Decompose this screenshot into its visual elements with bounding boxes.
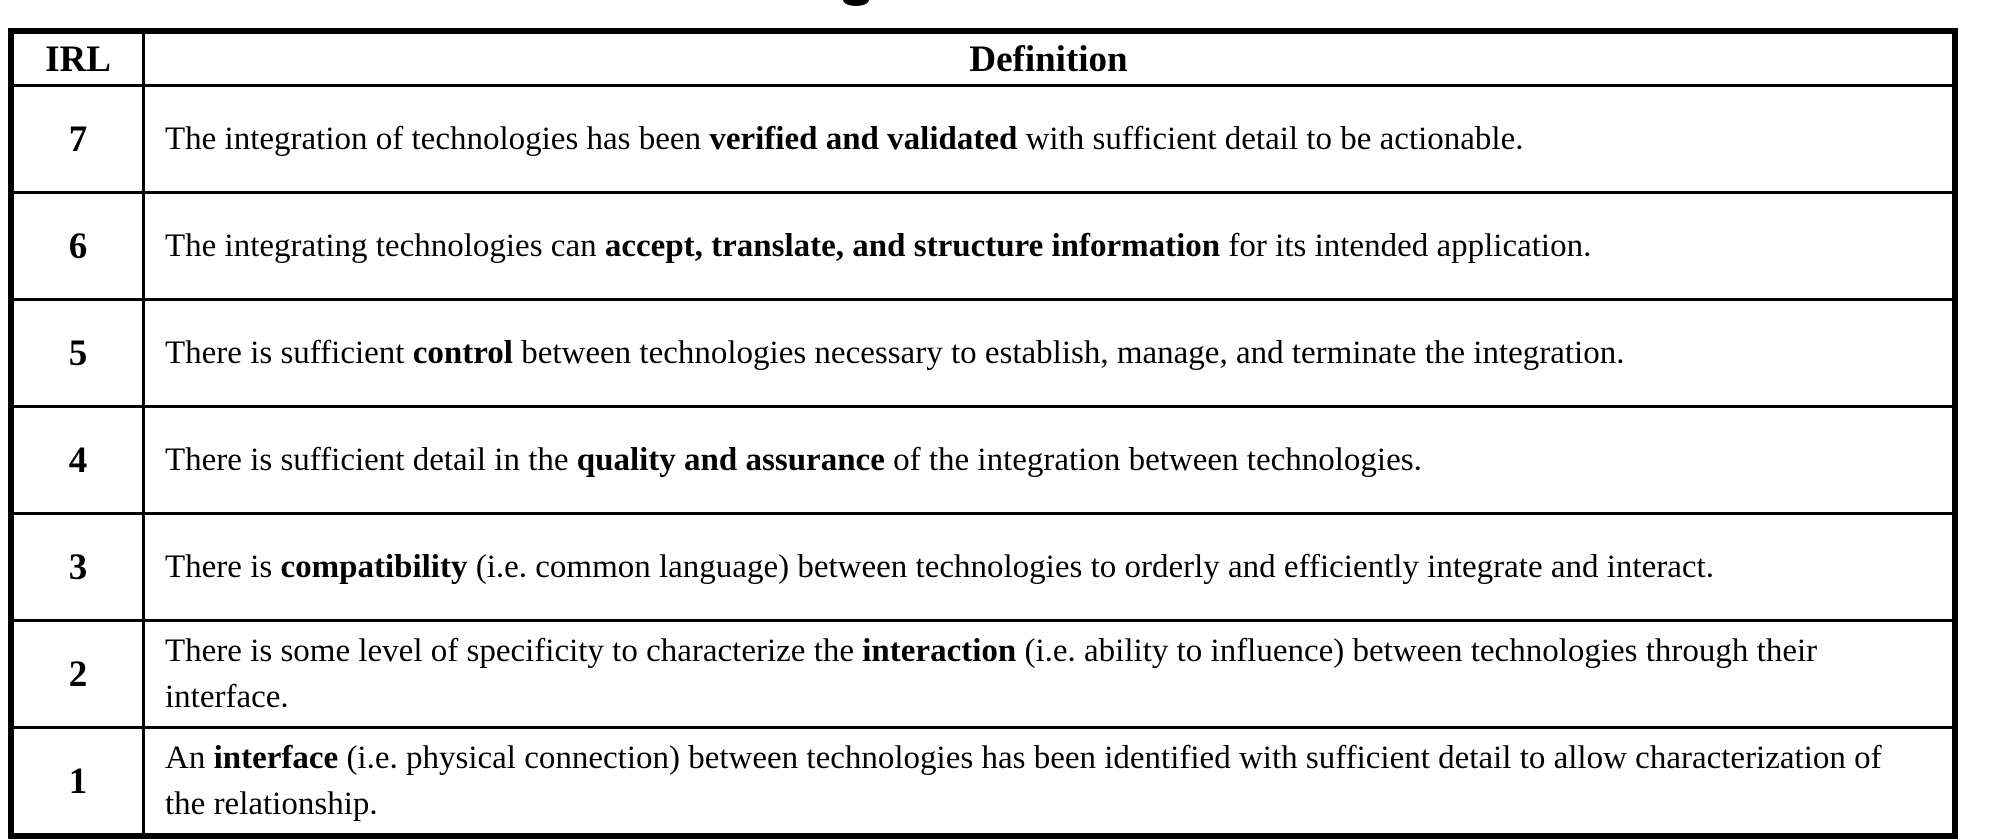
table-row [11, 621, 1955, 728]
irl-column-header: IRL [11, 31, 144, 86]
irl-level-cell: 2 [11, 621, 144, 728]
table-row [11, 407, 1955, 514]
definition-cell: The integrating technologies can accept, translate, and structure information for its intended application. [144, 193, 1956, 300]
table-row [11, 86, 1955, 193]
irl-level-cell: 5 [11, 300, 144, 407]
irl-level-cell: 1 [11, 728, 144, 837]
definition-cell: There is some level of specificity to characterize the interaction (i.e. ability to influence) between technologies through their interface. [144, 621, 1956, 728]
cropped-caption-fragment [843, 0, 869, 6]
definition-cell: There is sufficient detail in the quality and assurance of the integration between technologies. [144, 407, 1956, 514]
table-row [11, 193, 1955, 300]
irl-level-cell: 4 [11, 407, 144, 514]
definition-cell: There is compatibility (i.e. common language) between technologies to orderly and efficiently integrate and interact. [144, 514, 1956, 621]
definition-cell: The integration of technologies has been verified and validated with sufficient detail to be actionable. [144, 86, 1956, 193]
table-row [11, 514, 1955, 621]
table-row [11, 300, 1955, 407]
definition-cell: There is sufficient control between technologies necessary to establish, manage, and terminate the integration. [144, 300, 1956, 407]
irl-definition-table [8, 28, 1958, 839]
irl-level-cell: 7 [11, 86, 144, 193]
definition-cell: An interface (i.e. physical connection) between technologies has been identified with sufficient detail to allow characterization of the relationship. [144, 728, 1956, 837]
irl-level-cell: 6 [11, 193, 144, 300]
irl-level-cell: 3 [11, 514, 144, 621]
header-row [11, 31, 1955, 86]
table-row [11, 728, 1955, 837]
table-body [11, 86, 1955, 837]
definition-column-header: Definition [144, 31, 1956, 86]
